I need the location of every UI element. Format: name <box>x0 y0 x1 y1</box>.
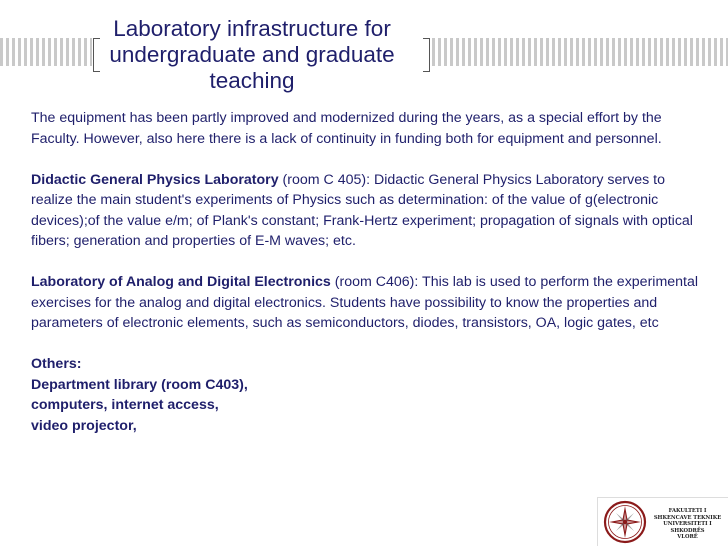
logo-text <box>650 508 725 541</box>
logo-line: FAKULTETI I <box>668 508 707 514</box>
others-heading: Others: <box>31 356 82 372</box>
title-bracket-right <box>423 38 430 72</box>
logo-line: VLORË <box>677 534 698 540</box>
electronics-lab-heading: Laboratory of Analog and Digital Electronics <box>31 274 331 290</box>
physics-lab-heading: Didactic General Physics Laboratory <box>31 171 279 188</box>
logo-line: SHKENCAVE TEKNIKE <box>653 514 722 521</box>
electronics-lab-body: (room C406): This lab is used to perform the experimental exercises for the analog and digital electronics. Students have possibility to know the properties and parameters of electronic elements, such as semiconductors, diodes, transistors, OA, logic gates, etc <box>31 274 699 331</box>
intro-paragraph: The equipment has been partly improved and modernized during the years, as a special effort by the Faculty. However, also here there is a lack of continuity in funding both for equipment and personnel. <box>31 110 662 147</box>
others-list <box>31 354 701 436</box>
others-item: video projector, <box>31 417 137 434</box>
physics-lab-paragraph <box>31 170 701 252</box>
electronics-lab-paragraph <box>31 272 701 334</box>
slide-title: Laboratory infrastructure for undergraduate and graduate teaching <box>109 16 395 93</box>
faculty-logo <box>597 497 728 546</box>
compass-seal-icon <box>602 500 648 544</box>
logo-line: UNIVERSITETI I SHKODRËS <box>663 521 712 534</box>
others-item: Department library (room C403), <box>31 376 248 393</box>
physics-lab-body: (room C 405): Didactic General Physics Laboratory serves to realize the main student's experiments of Physics such as determination: of the value of g(electronic devices);of the value e/m; of Plank's constant; Frank-Hertz experiment; propagation of signals with optical fibers; generation and properties of E-M waves; etc. <box>31 171 693 249</box>
slide-body <box>31 108 701 436</box>
others-item: computers, internet access, <box>31 397 219 413</box>
